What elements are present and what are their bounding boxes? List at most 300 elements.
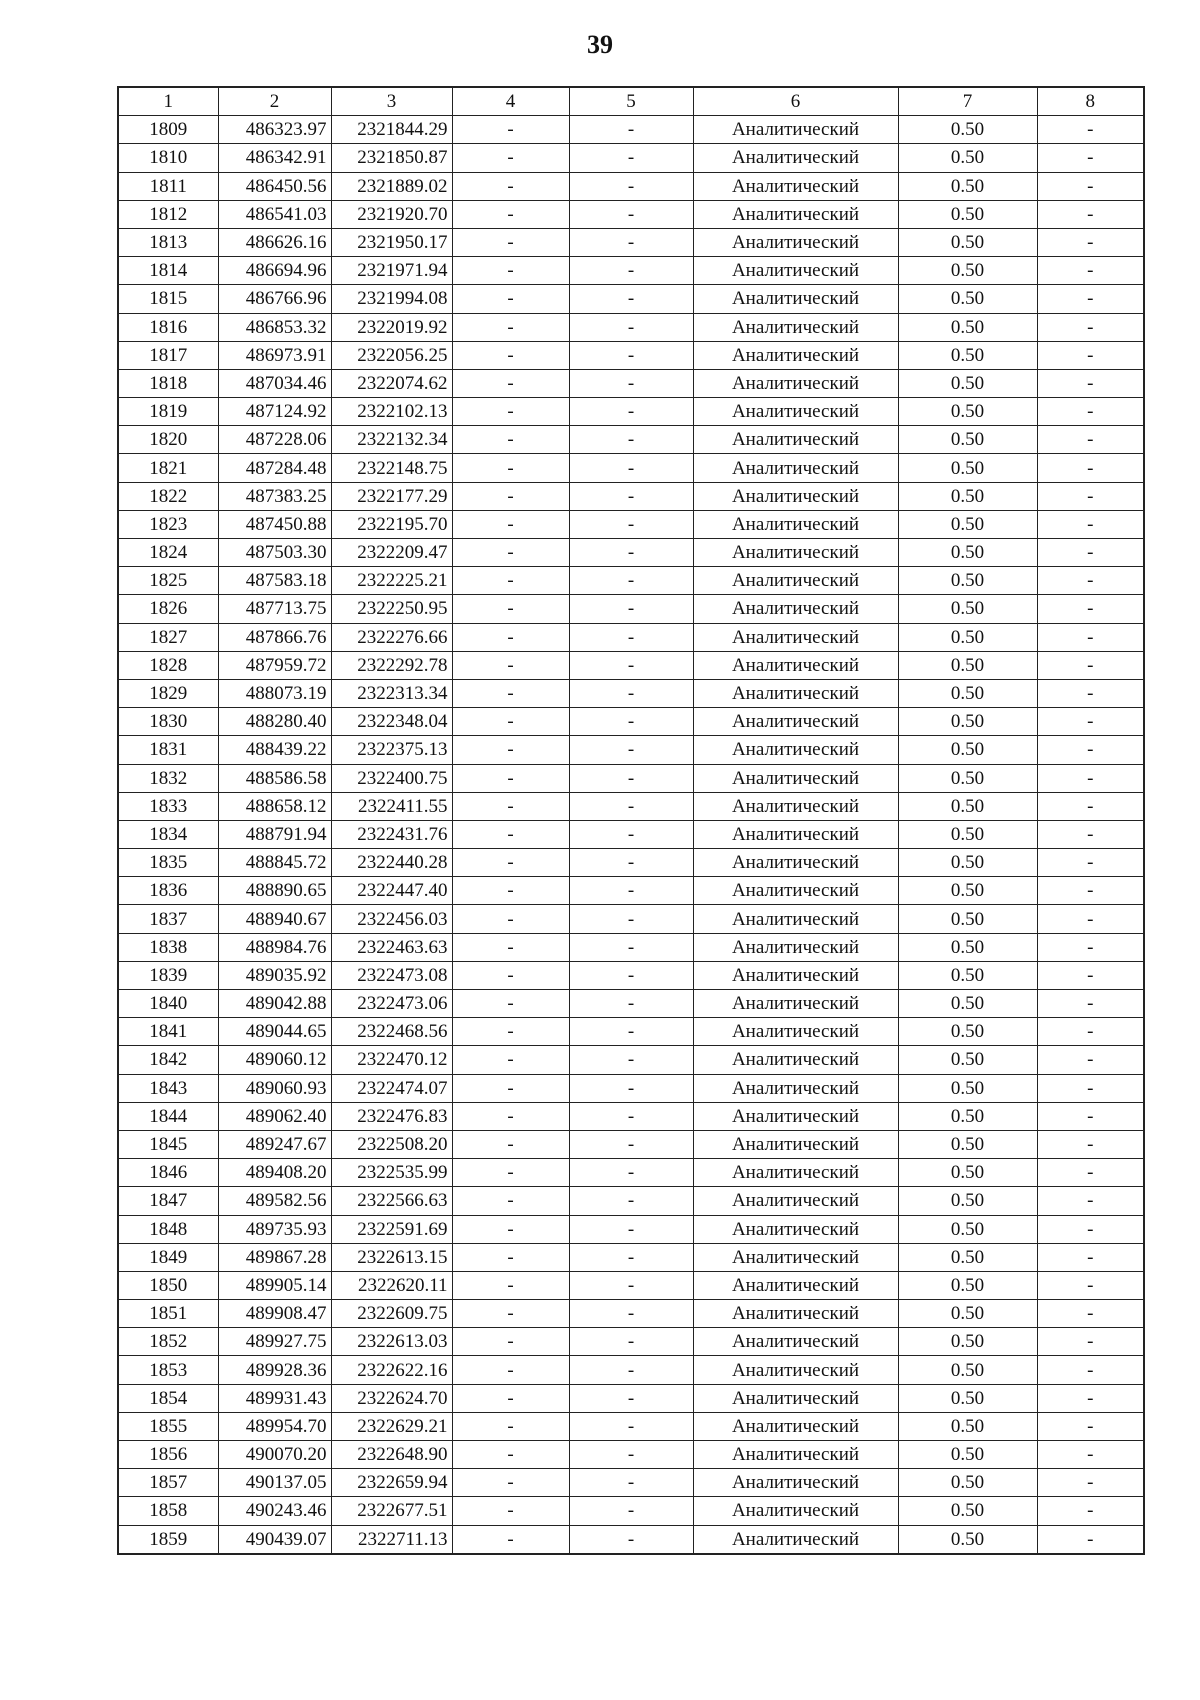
column-4-cell: - [452,398,569,426]
table-row [118,1384,1144,1412]
column-4-cell: - [452,144,569,172]
column-header: 6 [693,87,898,116]
point-number-cell: 1833 [118,792,218,820]
column-4-cell: - [452,369,569,397]
method-cell: Аналитический [693,1412,898,1440]
column-5-cell: - [569,708,693,736]
y-coordinate-cell: 2322622.16 [331,1356,452,1384]
method-cell: Аналитический [693,116,898,144]
accuracy-cell: 0.50 [898,849,1037,877]
column-4-cell: - [452,736,569,764]
accuracy-cell: 0.50 [898,1441,1037,1469]
method-cell: Аналитический [693,1525,898,1554]
table-row [118,285,1144,313]
x-coordinate-cell: 487228.06 [218,426,331,454]
column-4-cell: - [452,1525,569,1554]
column-4-cell: - [452,313,569,341]
column-5-cell: - [569,454,693,482]
table-row [118,736,1144,764]
y-coordinate-cell: 2322470.12 [331,1046,452,1074]
accuracy-cell: 0.50 [898,539,1037,567]
method-cell: Аналитический [693,708,898,736]
y-coordinate-cell: 2321844.29 [331,116,452,144]
accuracy-cell: 0.50 [898,426,1037,454]
method-cell: Аналитический [693,172,898,200]
method-cell: Аналитический [693,482,898,510]
x-coordinate-cell: 486342.91 [218,144,331,172]
column-5-cell: - [569,1384,693,1412]
x-coordinate-cell: 488845.72 [218,849,331,877]
column-8-cell: - [1037,792,1144,820]
column-8-cell: - [1037,228,1144,256]
y-coordinate-cell: 2322535.99 [331,1159,452,1187]
x-coordinate-cell: 488890.65 [218,877,331,905]
column-5-cell: - [569,341,693,369]
column-8-cell: - [1037,736,1144,764]
column-5-cell: - [569,510,693,538]
column-8-cell: - [1037,708,1144,736]
y-coordinate-cell: 2322609.75 [331,1300,452,1328]
column-5-cell: - [569,1187,693,1215]
method-cell: Аналитический [693,679,898,707]
y-coordinate-cell: 2322292.78 [331,651,452,679]
column-5-cell: - [569,1130,693,1158]
column-5-cell: - [569,482,693,510]
column-5-cell: - [569,116,693,144]
accuracy-cell: 0.50 [898,679,1037,707]
table-row [118,905,1144,933]
y-coordinate-cell: 2322447.40 [331,877,452,905]
column-8-cell: - [1037,285,1144,313]
column-5-cell: - [569,1412,693,1440]
x-coordinate-cell: 487383.25 [218,482,331,510]
column-8-cell: - [1037,567,1144,595]
x-coordinate-cell: 489931.43 [218,1384,331,1412]
y-coordinate-cell: 2321889.02 [331,172,452,200]
table-row [118,567,1144,595]
y-coordinate-cell: 2322313.34 [331,679,452,707]
point-number-cell: 1818 [118,369,218,397]
column-4-cell: - [452,595,569,623]
table-row [118,1187,1144,1215]
accuracy-cell: 0.50 [898,1356,1037,1384]
point-number-cell: 1851 [118,1300,218,1328]
column-8-cell: - [1037,651,1144,679]
method-cell: Аналитический [693,567,898,595]
column-8-cell: - [1037,1187,1144,1215]
point-number-cell: 1815 [118,285,218,313]
x-coordinate-cell: 489062.40 [218,1102,331,1130]
column-8-cell: - [1037,679,1144,707]
accuracy-cell: 0.50 [898,144,1037,172]
method-cell: Аналитический [693,1159,898,1187]
column-5-cell: - [569,1300,693,1328]
point-number-cell: 1849 [118,1243,218,1271]
y-coordinate-cell: 2322648.90 [331,1441,452,1469]
column-8-cell: - [1037,482,1144,510]
table-row [118,1215,1144,1243]
table-row [118,990,1144,1018]
column-8-cell: - [1037,1469,1144,1497]
point-number-cell: 1826 [118,595,218,623]
method-cell: Аналитический [693,1384,898,1412]
x-coordinate-cell: 490439.07 [218,1525,331,1554]
column-8-cell: - [1037,1215,1144,1243]
x-coordinate-cell: 488984.76 [218,933,331,961]
table-row [118,820,1144,848]
method-cell: Аналитический [693,369,898,397]
column-8-cell: - [1037,877,1144,905]
x-coordinate-cell: 490137.05 [218,1469,331,1497]
column-5-cell: - [569,1018,693,1046]
accuracy-cell: 0.50 [898,1525,1037,1554]
x-coordinate-cell: 488439.22 [218,736,331,764]
point-number-cell: 1845 [118,1130,218,1158]
point-number-cell: 1814 [118,257,218,285]
column-5-cell: - [569,1469,693,1497]
point-number-cell: 1828 [118,651,218,679]
column-header: 1 [118,87,218,116]
table-row [118,398,1144,426]
column-8-cell: - [1037,595,1144,623]
column-8-cell: - [1037,1271,1144,1299]
table-row [118,1328,1144,1356]
y-coordinate-cell: 2322440.28 [331,849,452,877]
y-coordinate-cell: 2322677.51 [331,1497,452,1525]
column-5-cell: - [569,905,693,933]
table-row [118,1300,1144,1328]
column-4-cell: - [452,877,569,905]
column-5-cell: - [569,200,693,228]
column-4-cell: - [452,1300,569,1328]
y-coordinate-cell: 2322400.75 [331,764,452,792]
point-number-cell: 1858 [118,1497,218,1525]
accuracy-cell: 0.50 [898,1102,1037,1130]
table-row [118,228,1144,256]
accuracy-cell: 0.50 [898,172,1037,200]
column-8-cell: - [1037,1328,1144,1356]
column-4-cell: - [452,1469,569,1497]
method-cell: Аналитический [693,764,898,792]
column-5-cell: - [569,398,693,426]
accuracy-cell: 0.50 [898,1187,1037,1215]
accuracy-cell: 0.50 [898,567,1037,595]
x-coordinate-cell: 489908.47 [218,1300,331,1328]
accuracy-cell: 0.50 [898,764,1037,792]
column-8-cell: - [1037,1441,1144,1469]
column-4-cell: - [452,905,569,933]
column-5-cell: - [569,990,693,1018]
column-8-cell: - [1037,1384,1144,1412]
column-5-cell: - [569,1243,693,1271]
accuracy-cell: 0.50 [898,1215,1037,1243]
x-coordinate-cell: 486626.16 [218,228,331,256]
method-cell: Аналитический [693,651,898,679]
accuracy-cell: 0.50 [898,228,1037,256]
table-row [118,1497,1144,1525]
column-4-cell: - [452,961,569,989]
y-coordinate-cell: 2322225.21 [331,567,452,595]
column-8-cell: - [1037,426,1144,454]
column-header: 8 [1037,87,1144,116]
column-header: 4 [452,87,569,116]
x-coordinate-cell: 489928.36 [218,1356,331,1384]
column-4-cell: - [452,1187,569,1215]
column-8-cell: - [1037,341,1144,369]
column-4-cell: - [452,1243,569,1271]
x-coordinate-cell: 487450.88 [218,510,331,538]
column-8-cell: - [1037,961,1144,989]
x-coordinate-cell: 487503.30 [218,539,331,567]
column-5-cell: - [569,313,693,341]
column-8-cell: - [1037,1102,1144,1130]
column-5-cell: - [569,679,693,707]
column-5-cell: - [569,539,693,567]
column-header: 2 [218,87,331,116]
x-coordinate-cell: 488940.67 [218,905,331,933]
table-row [118,482,1144,510]
accuracy-cell: 0.50 [898,1159,1037,1187]
column-8-cell: - [1037,313,1144,341]
column-5-cell: - [569,567,693,595]
column-8-cell: - [1037,116,1144,144]
point-number-cell: 1854 [118,1384,218,1412]
point-number-cell: 1816 [118,313,218,341]
x-coordinate-cell: 489044.65 [218,1018,331,1046]
column-8-cell: - [1037,1018,1144,1046]
method-cell: Аналитический [693,426,898,454]
point-number-cell: 1836 [118,877,218,905]
x-coordinate-cell: 489905.14 [218,1271,331,1299]
method-cell: Аналитический [693,1243,898,1271]
accuracy-cell: 0.50 [898,510,1037,538]
accuracy-cell: 0.50 [898,1243,1037,1271]
y-coordinate-cell: 2322624.70 [331,1384,452,1412]
accuracy-cell: 0.50 [898,990,1037,1018]
accuracy-cell: 0.50 [898,1328,1037,1356]
point-number-cell: 1811 [118,172,218,200]
y-coordinate-cell: 2322468.56 [331,1018,452,1046]
method-cell: Аналитический [693,1271,898,1299]
coordinates-table [117,86,1145,1555]
y-coordinate-cell: 2322148.75 [331,454,452,482]
point-number-cell: 1859 [118,1525,218,1554]
point-number-cell: 1844 [118,1102,218,1130]
method-cell: Аналитический [693,1441,898,1469]
column-5-cell: - [569,623,693,651]
accuracy-cell: 0.50 [898,1469,1037,1497]
accuracy-cell: 0.50 [898,116,1037,144]
column-8-cell: - [1037,1497,1144,1525]
point-number-cell: 1838 [118,933,218,961]
y-coordinate-cell: 2321850.87 [331,144,452,172]
column-4-cell: - [452,651,569,679]
accuracy-cell: 0.50 [898,651,1037,679]
point-number-cell: 1843 [118,1074,218,1102]
y-coordinate-cell: 2322250.95 [331,595,452,623]
column-8-cell: - [1037,1412,1144,1440]
method-cell: Аналитический [693,1300,898,1328]
point-number-cell: 1850 [118,1271,218,1299]
y-coordinate-cell: 2322411.55 [331,792,452,820]
column-4-cell: - [452,708,569,736]
column-8-cell: - [1037,1130,1144,1158]
accuracy-cell: 0.50 [898,1384,1037,1412]
method-cell: Аналитический [693,736,898,764]
table-row [118,257,1144,285]
x-coordinate-cell: 486853.32 [218,313,331,341]
column-5-cell: - [569,764,693,792]
x-coordinate-cell: 488586.58 [218,764,331,792]
x-coordinate-cell: 489060.93 [218,1074,331,1102]
column-4-cell: - [452,285,569,313]
y-coordinate-cell: 2322209.47 [331,539,452,567]
column-4-cell: - [452,510,569,538]
point-number-cell: 1832 [118,764,218,792]
point-number-cell: 1847 [118,1187,218,1215]
column-4-cell: - [452,567,569,595]
point-number-cell: 1831 [118,736,218,764]
column-4-cell: - [452,1356,569,1384]
method-cell: Аналитический [693,454,898,482]
point-number-cell: 1822 [118,482,218,510]
accuracy-cell: 0.50 [898,1497,1037,1525]
x-coordinate-cell: 489035.92 [218,961,331,989]
column-header: 5 [569,87,693,116]
y-coordinate-cell: 2322473.06 [331,990,452,1018]
y-coordinate-cell: 2322348.04 [331,708,452,736]
method-cell: Аналитический [693,1187,898,1215]
table-row [118,1271,1144,1299]
table-row [118,1441,1144,1469]
table-row [118,1243,1144,1271]
table-row [118,1469,1144,1497]
method-cell: Аналитический [693,1356,898,1384]
column-4-cell: - [452,200,569,228]
method-cell: Аналитический [693,1130,898,1158]
x-coordinate-cell: 490243.46 [218,1497,331,1525]
y-coordinate-cell: 2322431.76 [331,820,452,848]
x-coordinate-cell: 486323.97 [218,116,331,144]
x-coordinate-cell: 489408.20 [218,1159,331,1187]
point-number-cell: 1827 [118,623,218,651]
method-cell: Аналитический [693,905,898,933]
column-5-cell: - [569,172,693,200]
page-number: 39 [587,30,613,59]
table-row [118,454,1144,482]
column-8-cell: - [1037,200,1144,228]
table-row [118,172,1144,200]
column-4-cell: - [452,172,569,200]
table-row [118,1046,1144,1074]
column-8-cell: - [1037,623,1144,651]
point-number-cell: 1821 [118,454,218,482]
column-5-cell: - [569,595,693,623]
column-4-cell: - [452,1130,569,1158]
column-4-cell: - [452,228,569,256]
x-coordinate-cell: 487034.46 [218,369,331,397]
column-4-cell: - [452,1412,569,1440]
x-coordinate-cell: 487284.48 [218,454,331,482]
x-coordinate-cell: 487866.76 [218,623,331,651]
column-4-cell: - [452,849,569,877]
table-row [118,961,1144,989]
column-8-cell: - [1037,820,1144,848]
y-coordinate-cell: 2322195.70 [331,510,452,538]
y-coordinate-cell: 2322473.08 [331,961,452,989]
y-coordinate-cell: 2322508.20 [331,1130,452,1158]
accuracy-cell: 0.50 [898,736,1037,764]
column-8-cell: - [1037,1046,1144,1074]
y-coordinate-cell: 2322566.63 [331,1187,452,1215]
accuracy-cell: 0.50 [898,792,1037,820]
method-cell: Аналитический [693,1018,898,1046]
table-row [118,792,1144,820]
y-coordinate-cell: 2322463.63 [331,933,452,961]
column-5-cell: - [569,1271,693,1299]
y-coordinate-cell: 2322056.25 [331,341,452,369]
column-8-cell: - [1037,990,1144,1018]
x-coordinate-cell: 487124.92 [218,398,331,426]
accuracy-cell: 0.50 [898,454,1037,482]
column-5-cell: - [569,1328,693,1356]
column-5-cell: - [569,1074,693,1102]
point-number-cell: 1855 [118,1412,218,1440]
column-8-cell: - [1037,764,1144,792]
x-coordinate-cell: 489247.67 [218,1130,331,1158]
column-8-cell: - [1037,539,1144,567]
column-4-cell: - [452,820,569,848]
point-number-cell: 1835 [118,849,218,877]
column-8-cell: - [1037,1525,1144,1554]
method-cell: Аналитический [693,623,898,651]
y-coordinate-cell: 2322102.13 [331,398,452,426]
point-number-cell: 1857 [118,1469,218,1497]
x-coordinate-cell: 489060.12 [218,1046,331,1074]
x-coordinate-cell: 486973.91 [218,341,331,369]
table-row [118,144,1144,172]
point-number-cell: 1846 [118,1159,218,1187]
y-coordinate-cell: 2322474.07 [331,1074,452,1102]
column-8-cell: - [1037,454,1144,482]
column-5-cell: - [569,961,693,989]
column-4-cell: - [452,1497,569,1525]
accuracy-cell: 0.50 [898,708,1037,736]
point-number-cell: 1842 [118,1046,218,1074]
accuracy-cell: 0.50 [898,961,1037,989]
method-cell: Аналитический [693,285,898,313]
table-row [118,1102,1144,1130]
accuracy-cell: 0.50 [898,398,1037,426]
point-number-cell: 1817 [118,341,218,369]
accuracy-cell: 0.50 [898,1271,1037,1299]
table-row [118,510,1144,538]
column-4-cell: - [452,623,569,651]
point-number-cell: 1810 [118,144,218,172]
method-cell: Аналитический [693,595,898,623]
point-number-cell: 1848 [118,1215,218,1243]
y-coordinate-cell: 2322375.13 [331,736,452,764]
x-coordinate-cell: 486541.03 [218,200,331,228]
point-number-cell: 1830 [118,708,218,736]
column-4-cell: - [452,1159,569,1187]
y-coordinate-cell: 2322613.03 [331,1328,452,1356]
column-5-cell: - [569,257,693,285]
x-coordinate-cell: 489867.28 [218,1243,331,1271]
column-8-cell: - [1037,510,1144,538]
accuracy-cell: 0.50 [898,482,1037,510]
column-4-cell: - [452,482,569,510]
